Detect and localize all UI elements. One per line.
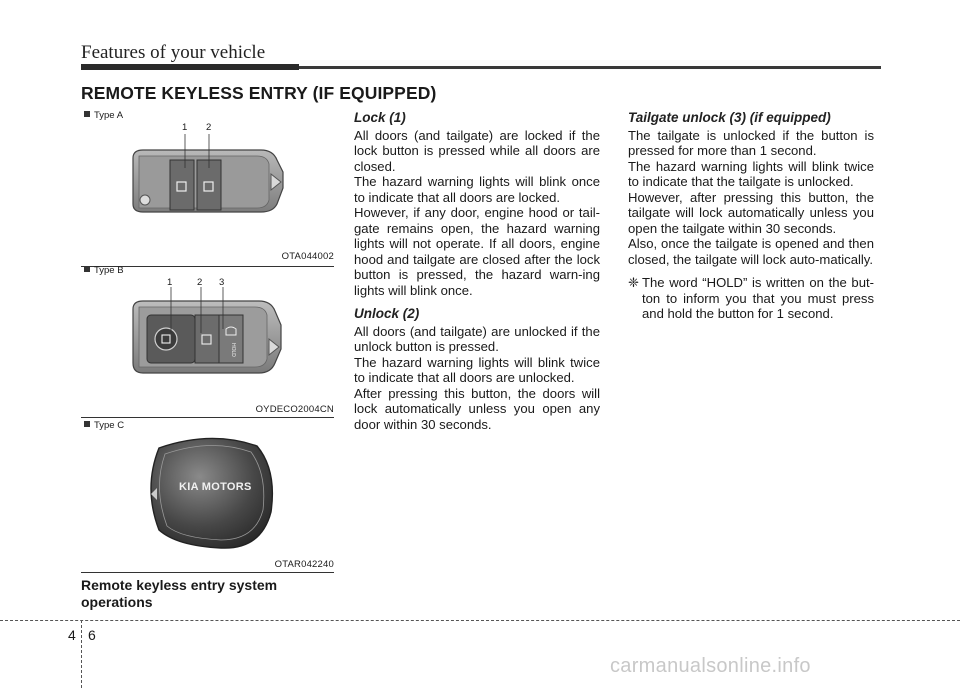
- page-number: 6: [88, 627, 96, 643]
- page-header-title: Features of your vehicle: [81, 42, 266, 63]
- lock-heading: Lock (1): [354, 110, 406, 125]
- tailgate-paragraph: The hazard warning lights will blink twice to indicate that the tailgate is unlocked.: [628, 158, 874, 189]
- figure-type-c: [81, 418, 334, 573]
- watermark: carmanualsonline.info: [610, 655, 811, 677]
- figure-code: OTA044002: [281, 251, 334, 262]
- unlock-heading: Unlock (2): [354, 306, 420, 321]
- tailgate-heading: Tailgate unlock (3) (if equipped): [628, 110, 831, 125]
- figure-type-label: Type A: [84, 110, 123, 121]
- key-fob-type-b-illustration: [81, 263, 334, 418]
- kia-motors-logo-text: KIA MOTORS: [179, 481, 252, 493]
- unlock-paragraph: After pressing this button, the doors will lock automatically unless you open any door within 30 seconds.: [354, 385, 600, 432]
- lock-paragraph: However, if any door, engine hood or tail-gate remains open, the hazard warning lights will not operate. If all doors, engine hood and tailgate are closed after the lock button is pressed, the hazard warn-ing lights will blink once.: [354, 205, 600, 298]
- footer-divider: [81, 620, 82, 688]
- callout-2: 2: [197, 277, 203, 288]
- square-bullet-icon: [84, 421, 90, 427]
- figure-type-label: Type B: [84, 265, 124, 276]
- figure-code: OYDECO2004CN: [255, 404, 334, 415]
- unlock-paragraph: The hazard warning lights will blink twice to indicate that all doors are unlocked.: [354, 354, 600, 385]
- hold-note-text: The word “HOLD” is written on the but-ton to inform you that you must press and hold the button for 1 second.: [642, 275, 874, 321]
- header-rule: [81, 66, 881, 69]
- figure-type-b: [81, 263, 334, 418]
- callout-1: 1: [182, 122, 188, 133]
- chapter-number: 4: [68, 627, 76, 643]
- callout-2: 2: [206, 122, 212, 133]
- right-column: [628, 110, 874, 322]
- figure-type-a: [81, 108, 334, 267]
- hold-note: [628, 275, 874, 322]
- tailgate-paragraph: The tailgate is unlocked if the button is pressed for more than 1 second.: [628, 127, 874, 158]
- figure-bottom-rule: [81, 572, 334, 573]
- figure-code: OTAR042240: [274, 559, 334, 570]
- header-rule-accent: [81, 64, 299, 70]
- operations-heading: Remote keyless entry system operations: [81, 577, 278, 610]
- footer-rule: [0, 620, 960, 621]
- square-bullet-icon: [84, 111, 90, 117]
- unlock-paragraph: All doors (and tailgate) are unlocked if the unlock button is pressed.: [354, 323, 600, 354]
- lock-paragraph: The hazard warning lights will blink once to indicate that all doors are locked.: [354, 174, 600, 205]
- callout-1: 1: [167, 277, 173, 288]
- callout-3: 3: [219, 277, 225, 288]
- figure-type-label: Type C: [84, 420, 124, 431]
- key-fob-type-c-illustration: [81, 418, 334, 573]
- hold-button-text: HOLD: [230, 343, 236, 357]
- section-title: REMOTE KEYLESS ENTRY (IF EQUIPPED): [81, 83, 437, 103]
- tailgate-paragraph: However, after pressing this button, the tailgate will lock automatically unless you open the tailgate within 30 seconds.: [628, 189, 874, 236]
- note-mark-icon: ❈: [628, 275, 639, 290]
- square-bullet-icon: [84, 266, 90, 272]
- tailgate-paragraph: Also, once the tailgate is opened and then closed, the tailgate will lock auto-matically.: [628, 236, 874, 267]
- middle-column: [354, 110, 600, 432]
- lock-paragraph: All doors (and tailgate) are locked if the lock button is pressed while all doors are closed.: [354, 127, 600, 174]
